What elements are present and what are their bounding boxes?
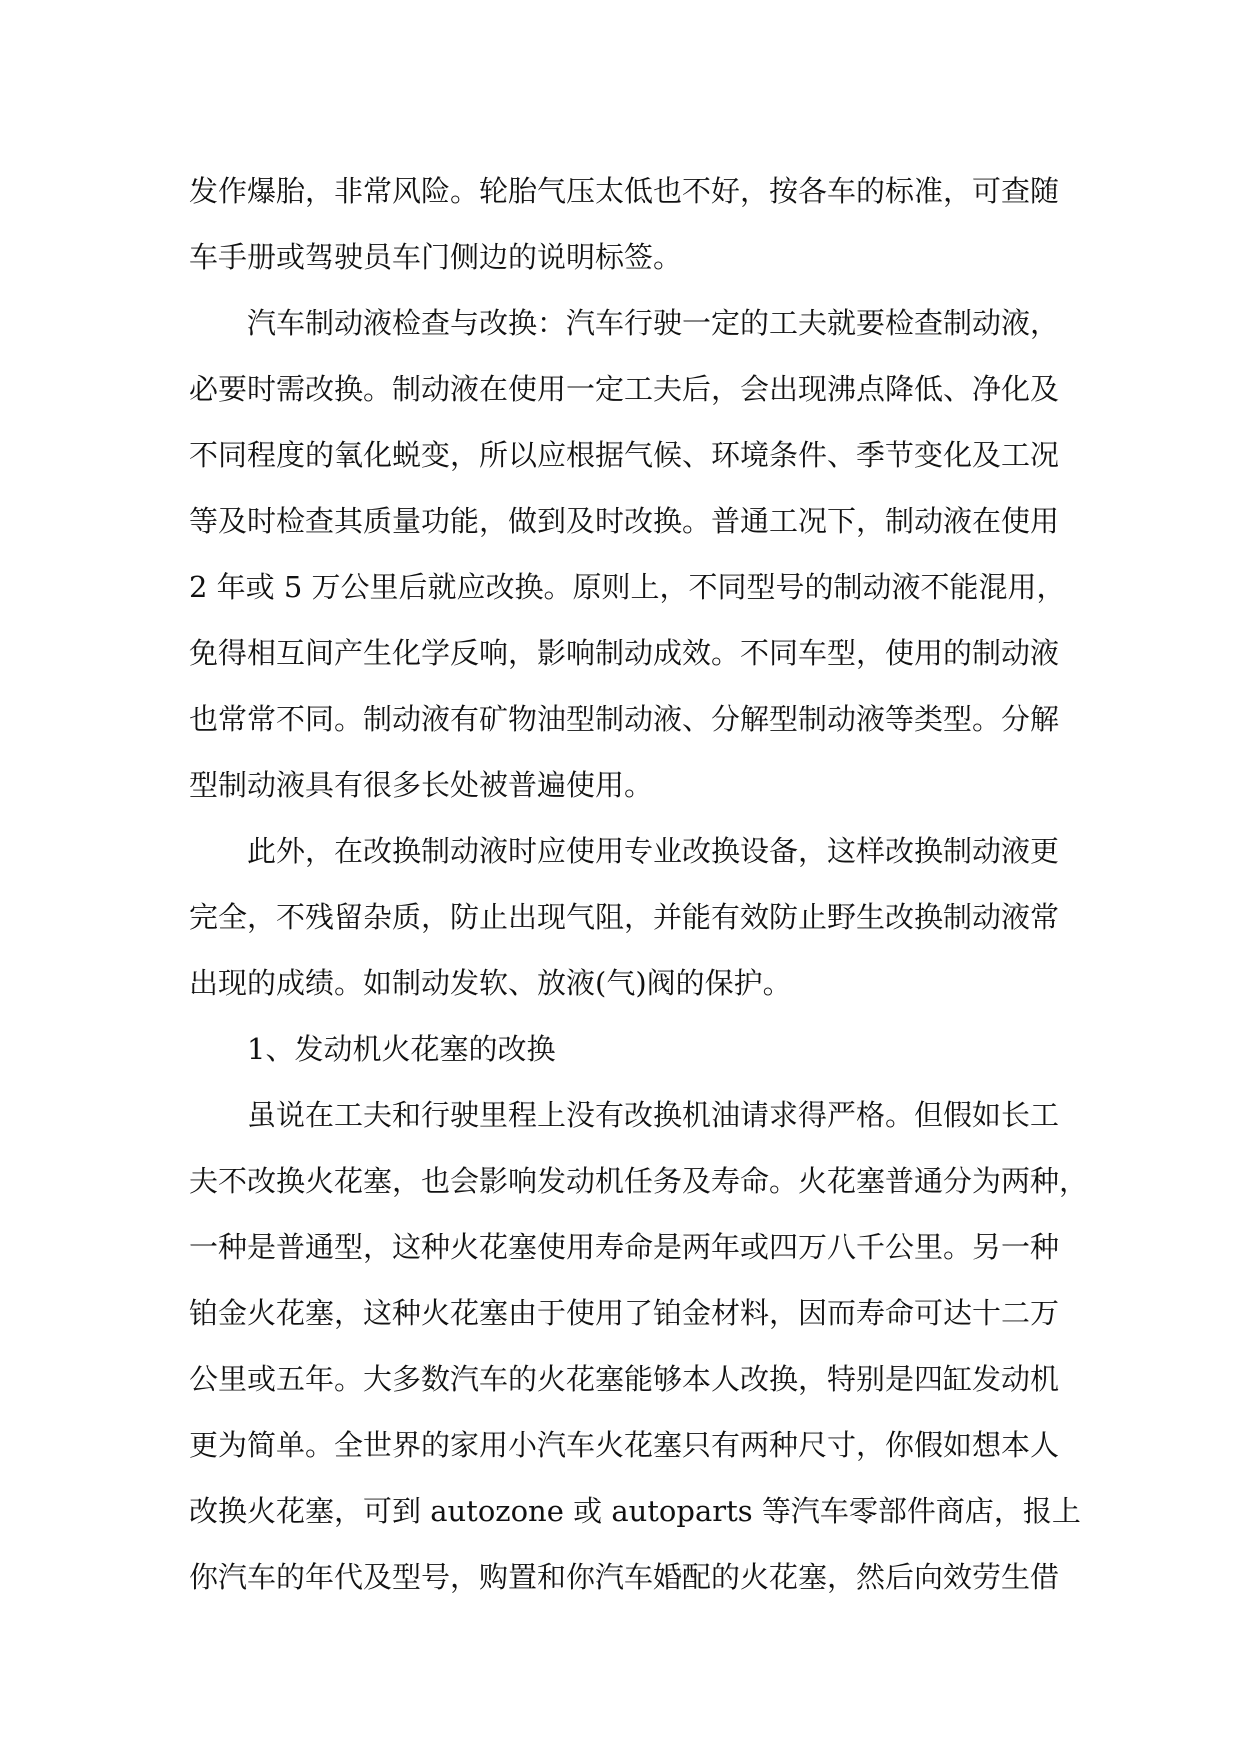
text-line: 也常常不同。制动液有矿物油型制动液、分解型制动液等类型。分解 bbox=[189, 702, 1060, 736]
text-line: 一种是普通型，这种火花塞使用寿命是两年或四万八千公里。另一种 bbox=[189, 1230, 1060, 1264]
body-text bbox=[189, 158, 1089, 1610]
text-line: 发作爆胎，非常风险。轮胎气压太低也不好，按各车的标准，可查随 bbox=[189, 174, 1060, 208]
text-line: 出现的成绩。如制动发软、放液(气)阀的保护。 bbox=[189, 966, 792, 1000]
text-line: 夫不改换火花塞，也会影响发动机任务及寿命。火花塞普通分为两种， bbox=[189, 1164, 1089, 1198]
text-line: 免得相互间产生化学反响，影响制动成效。不同车型，使用的制动液 bbox=[189, 636, 1060, 670]
text-line: 改换火花塞，可到 autozone 或 autoparts 等汽车零部件商店，报上 bbox=[189, 1494, 1081, 1528]
text-line: 必要时需改换。制动液在使用一定工夫后，会出现沸点降低、净化及 bbox=[189, 372, 1060, 406]
text-line: 型制动液具有很多长处被普遍使用。 bbox=[189, 768, 654, 802]
text-line: 完全，不残留杂质，防止出现气阻，并能有效防止野生改换制动液常 bbox=[189, 900, 1060, 934]
text-line: 等及时检查其质量功能，做到及时改换。普通工况下，制动液在使用 bbox=[189, 504, 1060, 538]
text-line: 汽车制动液检查与改换：汽车行驶一定的工夫就要检查制动液， bbox=[247, 306, 1060, 340]
text-line: 更为简单。全世界的家用小汽车火花塞只有两种尺寸，你假如想本人 bbox=[189, 1428, 1060, 1462]
text-line: 车手册或驾驶员车门侧边的说明标签。 bbox=[189, 240, 683, 274]
text-line: 虽说在工夫和行驶里程上没有改换机油请求得严格。但假如长工 bbox=[247, 1098, 1060, 1132]
text-line: 铂金火花塞，这种火花塞由于使用了铂金材料，因而寿命可达十二万 bbox=[189, 1296, 1060, 1330]
section-heading: 1、发动机火花塞的改换 bbox=[247, 1032, 556, 1066]
text-line: 你汽车的年代及型号，购置和你汽车婚配的火花塞，然后向效劳生借 bbox=[189, 1560, 1060, 1594]
text-line: 此外，在改换制动液时应使用专业改换设备，这样改换制动液更 bbox=[247, 834, 1060, 868]
text-line: 公里或五年。大多数汽车的火花塞能够本人改换，特别是四缸发动机 bbox=[189, 1362, 1060, 1396]
text-line: 2 年或 5 万公里后就应改换。原则上，不同型号的制动液不能混用， bbox=[189, 570, 1066, 604]
text-line: 不同程度的氧化蜕变，所以应根据气候、环境条件、季节变化及工况 bbox=[189, 438, 1060, 472]
